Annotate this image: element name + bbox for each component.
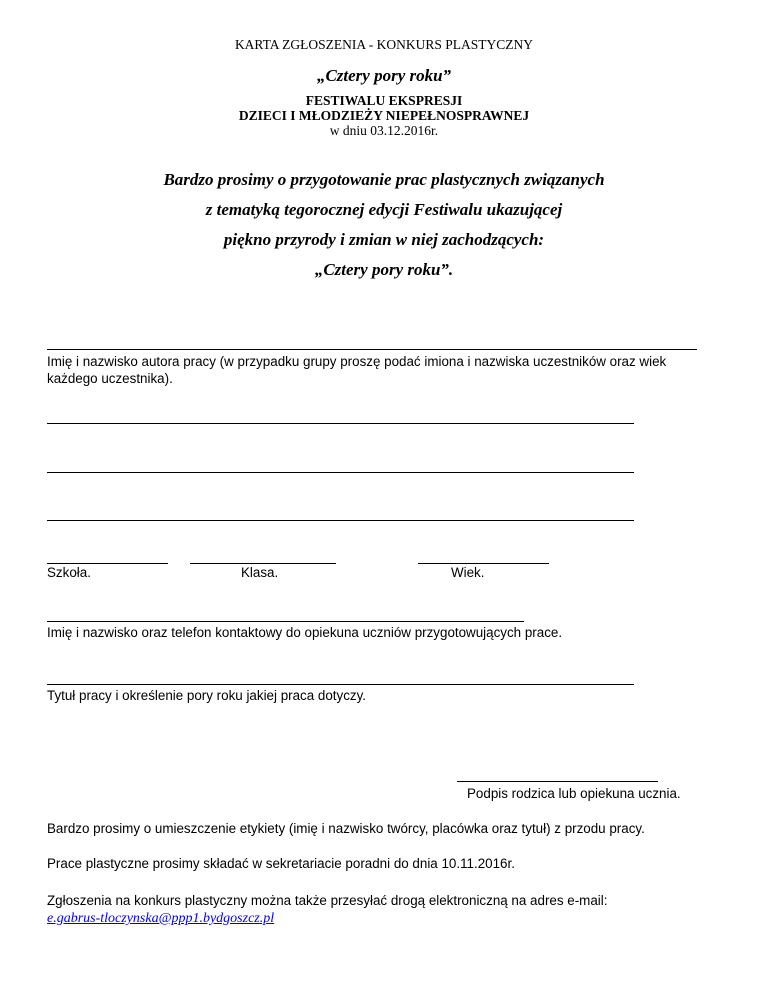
age-field-line[interactable] [418, 563, 549, 564]
work-title-field-label: Tytuł pracy i określenie pory roku jakiej praca dotyczy. [47, 688, 367, 703]
intro-line-1: Bardzo prosimy o przygotowanie prac plastycznych związanych [163, 170, 605, 189]
intro-line-2: z tematyką tegorocznej edycji Festiwalu ukazującej [205, 200, 563, 219]
label-note: Bardzo prosimy o umieszczenie etykiety (imię i nazwisko twórcy, placówka oraz tytuł) z przodu pracy. [47, 821, 645, 836]
intro-line-3: piękno przyrody i zmian w niej zachodzących: [223, 230, 545, 249]
email-note: Zgłoszenia na konkurs plastyczny można także przesyłać drogą elektroniczną na adres e-mail: [47, 893, 608, 908]
deadline-note: Prace plastyczne prosimy składać w sekretariacie poradni do dnia 10.11.2016r. [47, 856, 515, 871]
festival-date: w dniu 03.12.2016r. [329, 123, 439, 138]
festival-name-line1: FESTIWALU EKSPRESJI [305, 93, 463, 108]
email-link[interactable]: e.gabrus-tloczynska@ppp1.bydgoszcz.pl [47, 911, 275, 926]
work-title-field-line[interactable] [47, 684, 634, 685]
author-field-label: Imię i nazwisko autora pracy (w przypadku grupy proszę podać imiona i nazwiska uczestników oraz wiek każdego uczestnika). [47, 354, 667, 386]
age-label: Wiek. [451, 565, 485, 580]
author-field-line[interactable] [47, 349, 697, 350]
signature-field-line[interactable] [457, 781, 658, 782]
school-field-line[interactable] [47, 563, 168, 564]
class-label: Klasa. [241, 565, 279, 580]
form-title: KARTA ZGŁOSZENIA - KONKURS PLASTYCZNY [234, 37, 534, 52]
guardian-field-label: Imię i nazwisko oraz telefon kontaktowy do opiekuna uczniów przygotowujących prace. [47, 625, 563, 640]
guardian-field-line[interactable] [47, 621, 524, 622]
contest-subtitle: „Cztery pory roku” [316, 66, 452, 85]
festival-name-line2: DZIECI I MŁODZIEŻY NIEPEŁNOSPRAWNEJ [238, 108, 530, 123]
blank-line-3[interactable] [47, 520, 634, 521]
signature-label: Podpis rodzica lub opiekuna ucznia. [467, 786, 681, 801]
class-field-line[interactable] [190, 563, 336, 564]
blank-line-2[interactable] [47, 472, 634, 473]
school-label: Szkoła. [47, 565, 91, 580]
intro-line-4: „Cztery pory roku”. [314, 260, 454, 279]
blank-line-1[interactable] [47, 423, 634, 424]
